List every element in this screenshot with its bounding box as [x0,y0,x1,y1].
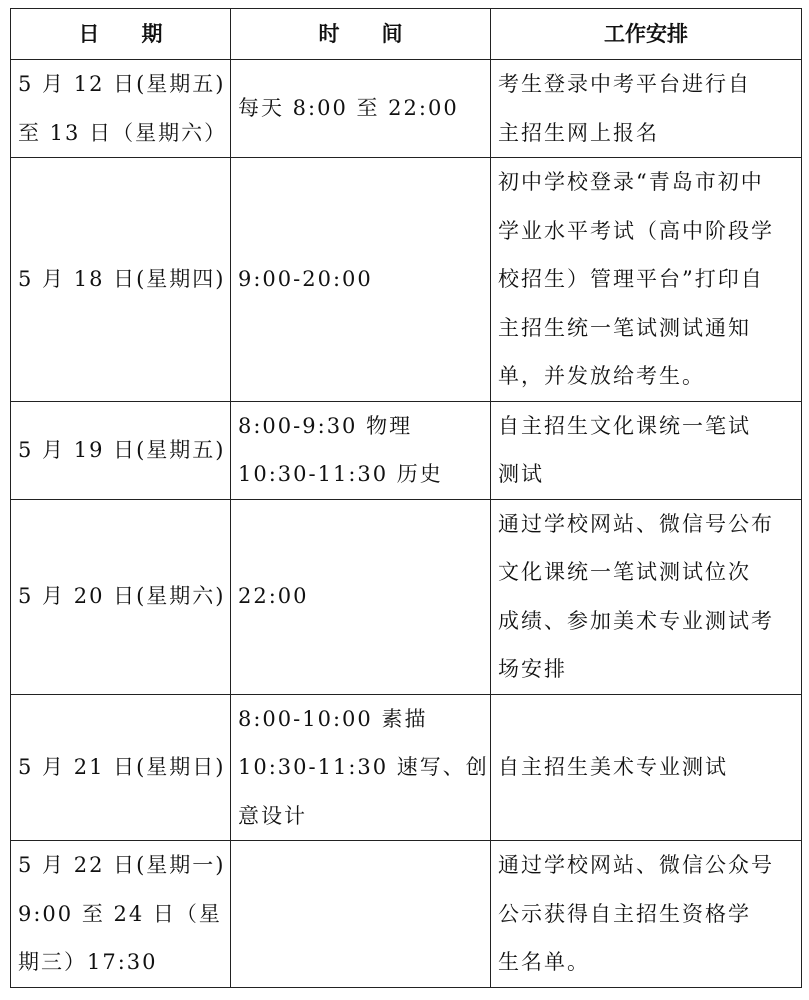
date-line: 5 月 18 日(星期四) [18,267,226,291]
date-line: 9:00 至 24 日（星 [18,901,222,926]
table-row [11,401,802,499]
date-cell [11,60,231,158]
header-time: 时 间 [231,9,491,60]
date-line: 5 月 22 日(星期一) [18,853,226,877]
task-line: 通过学校网站、微信公众号 [498,853,774,877]
time-line: 9:00-20:00 [238,267,373,291]
date-line: 至 13 日（星期六） [18,120,228,145]
table-row [11,158,802,402]
date-line: 5 月 12 日(星期五) [18,72,226,96]
task-line: 自主招生美术专业测试 [498,755,728,779]
task-line: 初中学校登录“青岛市初中 [498,170,764,194]
header-task: 工作安排 [491,9,802,60]
task-cell [491,401,802,499]
table-row [11,841,802,988]
task-line: 测试 [498,462,544,486]
task-line: 学业水平考试（高中阶段学 [498,218,774,243]
date-cell [11,841,231,988]
time-line: 每天 8:00 至 22:00 [238,96,459,121]
task-line: 成绩、参加美术专业测试考 [498,608,774,633]
task-line: 考生登录中考平台进行自 [498,72,751,96]
time-line: 10:30-11:30 速写、创 [238,755,489,779]
date-cell [11,694,231,841]
task-line: 自主招生文化课统一笔试 [498,413,751,438]
date-line: 5 月 19 日(星期五) [18,437,226,462]
date-line: 期三）17:30 [18,950,158,974]
time-cell [231,158,491,402]
time-line: 22:00 [238,584,309,609]
time-line: 8:00-9:30 物理 [238,413,413,438]
header-row [11,9,802,60]
date-cell [11,499,231,694]
header-date: 日 期 [11,9,231,60]
time-line: 8:00-10:00 素描 [238,706,428,731]
task-line: 校招生）管理平台”打印自 [498,267,764,291]
table-row [11,60,802,158]
time-line: 10:30-11:30 历史 [238,462,443,486]
schedule-table [10,8,802,988]
task-cell [491,60,802,158]
table-row [11,694,802,841]
date-line: 5 月 21 日(星期日) [18,755,226,779]
task-cell [491,499,802,694]
time-cell [231,60,491,158]
time-cell [231,401,491,499]
task-line: 主招生统一笔试测试通知 [498,315,751,340]
task-line: 场安排 [498,657,567,681]
time-line: 意设计 [238,803,307,828]
task-line: 文化课统一笔试测试位次 [498,560,751,584]
time-cell [231,499,491,694]
time-cell [231,841,491,988]
task-cell [491,158,802,402]
time-cell [231,694,491,841]
task-cell [491,841,802,988]
task-line: 生名单。 [498,950,590,974]
table-row [11,499,802,694]
task-line: 公示获得自主招生资格学 [498,901,751,926]
task-line: 通过学校网站、微信号公布 [498,511,774,536]
task-line: 单，并发放给考生。 [498,364,705,388]
task-cell [491,694,802,841]
task-line: 主招生网上报名 [498,120,659,145]
date-cell [11,401,231,499]
date-line: 5 月 20 日(星期六) [18,584,226,609]
date-cell [11,158,231,402]
